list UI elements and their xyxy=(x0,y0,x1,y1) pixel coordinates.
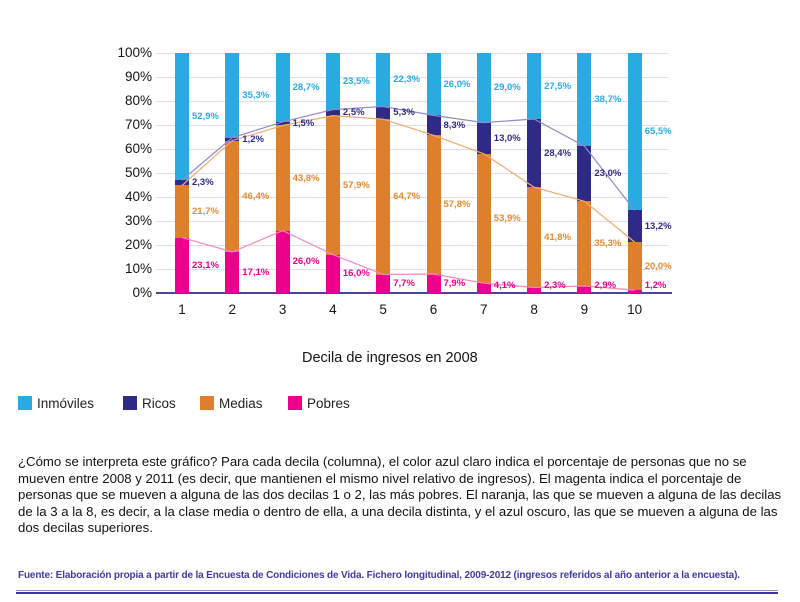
bar-segment-ricos-decile-3 xyxy=(276,122,290,126)
x-axis-title: Decila de ingresos en 2008 xyxy=(302,350,478,366)
bar-segment-pobres-decile-8 xyxy=(527,287,541,293)
bar-segment-inmóviles-decile-9 xyxy=(577,53,591,146)
value-label-pobres-decile-6: 7,9% xyxy=(443,278,466,290)
value-label-pobres-decile-10: 1,2% xyxy=(644,279,667,291)
value-label-medias-decile-8: 41,8% xyxy=(544,231,572,243)
x-axis-tick-label-6: 6 xyxy=(429,302,438,317)
value-label-medias-decile-5: 64,7% xyxy=(393,191,421,203)
bar-segment-pobres-decile-9 xyxy=(577,286,591,293)
bar-segment-pobres-decile-10 xyxy=(628,290,642,293)
bar-segment-pobres-decile-6 xyxy=(427,274,441,293)
value-label-pobres-decile-9: 2,9% xyxy=(594,279,617,291)
bar-segment-medias-decile-6 xyxy=(427,135,441,274)
value-label-pobres-decile-5: 7,7% xyxy=(393,278,415,290)
bar-segment-medias-decile-2 xyxy=(225,141,239,252)
bar-segment-inmóviles-decile-4 xyxy=(326,53,340,109)
value-label-medias-decile-9: 35,3% xyxy=(594,238,622,250)
y-axis-tick-label: 0% xyxy=(132,285,152,300)
value-label-inmóviles-decile-4: 23,5% xyxy=(342,75,370,87)
bar-segment-pobres-decile-7 xyxy=(477,283,491,293)
y-axis-tick-label: 60% xyxy=(124,141,152,156)
bar-segment-inmóviles-decile-3 xyxy=(276,53,290,122)
value-label-ricos-decile-1: 2,3% xyxy=(192,177,214,189)
legend-swatch-medias xyxy=(200,396,214,410)
footer-rule-top xyxy=(16,590,778,591)
y-axis-tick-label: 50% xyxy=(124,165,152,180)
value-label-medias-decile-1: 21,7% xyxy=(192,206,219,218)
bar-segment-pobres-decile-3 xyxy=(276,231,290,293)
bar-segment-ricos-decile-6 xyxy=(427,115,441,135)
x-axis-tick-label-10: 10 xyxy=(627,302,643,317)
legend-label: Ricos xyxy=(142,396,176,411)
bar-segment-ricos-decile-1 xyxy=(175,180,189,186)
bar-segment-inmóviles-decile-1 xyxy=(175,53,189,180)
y-axis-tick-label: 90% xyxy=(124,69,152,84)
bar-segment-ricos-decile-4 xyxy=(326,110,340,116)
x-axis-tick-label-3: 3 xyxy=(278,302,287,317)
x-axis-tick-label-8: 8 xyxy=(530,302,538,317)
legend-swatch-pobres xyxy=(288,396,302,410)
y-axis-tick-label: 80% xyxy=(124,93,152,108)
value-label-inmóviles-decile-3: 28,7% xyxy=(292,81,320,93)
x-axis-tick-label-1: 1 xyxy=(178,302,186,317)
value-label-pobres-decile-7: 4,1% xyxy=(493,279,516,291)
bar-segment-ricos-decile-10 xyxy=(628,210,642,242)
bar-segment-medias-decile-10 xyxy=(628,242,642,290)
bar-segment-ricos-decile-2 xyxy=(225,138,239,141)
bar-segment-pobres-decile-2 xyxy=(225,252,239,293)
value-label-inmóviles-decile-10: 65,5% xyxy=(644,126,672,138)
value-label-ricos-decile-2: 1,2% xyxy=(242,133,264,145)
value-label-pobres-decile-8: 2,3% xyxy=(544,279,566,291)
y-axis-tick-label: 40% xyxy=(124,189,152,204)
value-label-ricos-decile-5: 5,3% xyxy=(393,107,415,119)
x-axis-tick-label-9: 9 xyxy=(580,302,589,317)
value-label-inmóviles-decile-2: 35,3% xyxy=(242,89,270,101)
value-label-medias-decile-6: 57,8% xyxy=(443,199,471,211)
y-axis-tick-label: 10% xyxy=(124,261,152,276)
y-axis-tick-label: 70% xyxy=(124,117,152,132)
y-axis-tick-label: 30% xyxy=(124,213,152,228)
bar-segment-ricos-decile-9 xyxy=(577,146,591,201)
bar-segment-medias-decile-5 xyxy=(376,119,390,274)
bar-segment-inmóviles-decile-6 xyxy=(427,53,441,115)
value-label-inmóviles-decile-9: 38,7% xyxy=(594,94,622,106)
value-label-inmóviles-decile-6: 26,0% xyxy=(443,78,471,90)
value-label-medias-decile-7: 53,9% xyxy=(493,212,521,224)
value-label-ricos-decile-8: 28,4% xyxy=(544,147,572,159)
bar-segment-medias-decile-1 xyxy=(175,185,189,237)
value-label-pobres-decile-4: 16,0% xyxy=(342,268,370,280)
footer-rule-bottom xyxy=(16,592,778,594)
chart-explanation: ¿Cómo se interpreta este gráfico? Para cada decila (columna), el color azul claro indica el porcentaje de personas que no se mueven entre 2008 y 2011 (es decir, que mantienen el mismo nivel relativo de ingresos). El magenta indica el porcentaje de personas que se mueven a alguna de las dos decilas 1 o 2, las más pobres. El naranja, las que se mueven a alguna de las decilas de la 3 a la 8, es decir, a la clase media o dentro de ella, a una decila distinta, y el azul oscuro, las que se mueven a alguna de las dos decilas superiores. xyxy=(18,454,782,536)
bar-segment-medias-decile-7 xyxy=(477,154,491,283)
value-label-inmóviles-decile-8: 27,5% xyxy=(544,80,572,92)
bar-segment-inmóviles-decile-7 xyxy=(477,53,491,123)
x-axis-tick-label-7: 7 xyxy=(480,302,488,317)
bar-segment-pobres-decile-5 xyxy=(376,275,390,293)
value-label-pobres-decile-2: 17,1% xyxy=(242,266,270,278)
value-label-inmóviles-decile-5: 22,3% xyxy=(393,74,421,86)
value-label-pobres-decile-3: 26,0% xyxy=(292,256,320,268)
value-label-ricos-decile-9: 23,0% xyxy=(594,168,622,180)
bar-segment-inmóviles-decile-2 xyxy=(225,53,239,138)
bar-segment-medias-decile-9 xyxy=(577,201,591,286)
legend-label: Medias xyxy=(219,396,263,411)
value-label-ricos-decile-3: 1,5% xyxy=(292,118,315,130)
bar-segment-pobres-decile-4 xyxy=(326,255,340,293)
bar-segment-medias-decile-3 xyxy=(276,125,290,230)
bar-segment-ricos-decile-7 xyxy=(477,123,491,154)
bar-segment-ricos-decile-8 xyxy=(527,119,541,187)
x-axis-tick-label-5: 5 xyxy=(379,302,387,317)
value-label-inmóviles-decile-1: 52,9% xyxy=(192,110,219,122)
x-axis-tick-label-2: 2 xyxy=(228,302,237,317)
bar-segment-inmóviles-decile-10 xyxy=(628,53,642,210)
legend-swatch-inmóviles xyxy=(18,396,32,410)
value-label-ricos-decile-6: 8,3% xyxy=(443,119,466,131)
y-axis-tick-label: 100% xyxy=(117,45,152,60)
legend-label: Pobres xyxy=(307,396,350,411)
value-label-medias-decile-3: 43,8% xyxy=(292,172,320,184)
value-label-ricos-decile-7: 13,0% xyxy=(493,132,521,144)
value-label-medias-decile-4: 57,9% xyxy=(342,179,370,191)
x-axis-tick-label-4: 4 xyxy=(329,302,337,317)
value-label-pobres-decile-1: 23,1% xyxy=(192,259,219,271)
bar-segment-pobres-decile-1 xyxy=(175,238,189,293)
value-label-medias-decile-10: 20,0% xyxy=(644,260,672,272)
value-label-ricos-decile-10: 13,2% xyxy=(644,220,672,232)
legend-label: Inmóviles xyxy=(37,396,95,411)
bar-segment-medias-decile-8 xyxy=(527,187,541,287)
bar-segment-inmóviles-decile-8 xyxy=(527,53,541,119)
source-footer: Fuente: Elaboración propia a partir de la Encuesta de Condiciones de Vida. Fichero longitudinal, 2009-2012 (ingresos referidos al año anterior a la encuesta). xyxy=(18,570,740,581)
value-label-ricos-decile-4: 2,5% xyxy=(342,107,365,119)
bar-segment-medias-decile-4 xyxy=(326,116,340,255)
y-axis-tick-label: 20% xyxy=(124,237,152,252)
value-label-inmóviles-decile-7: 29,0% xyxy=(493,82,521,94)
value-label-medias-decile-2: 46,4% xyxy=(242,190,270,202)
bar-segment-ricos-decile-5 xyxy=(376,107,390,120)
bar-segment-inmóviles-decile-5 xyxy=(376,53,390,107)
legend-swatch-ricos xyxy=(123,396,137,410)
